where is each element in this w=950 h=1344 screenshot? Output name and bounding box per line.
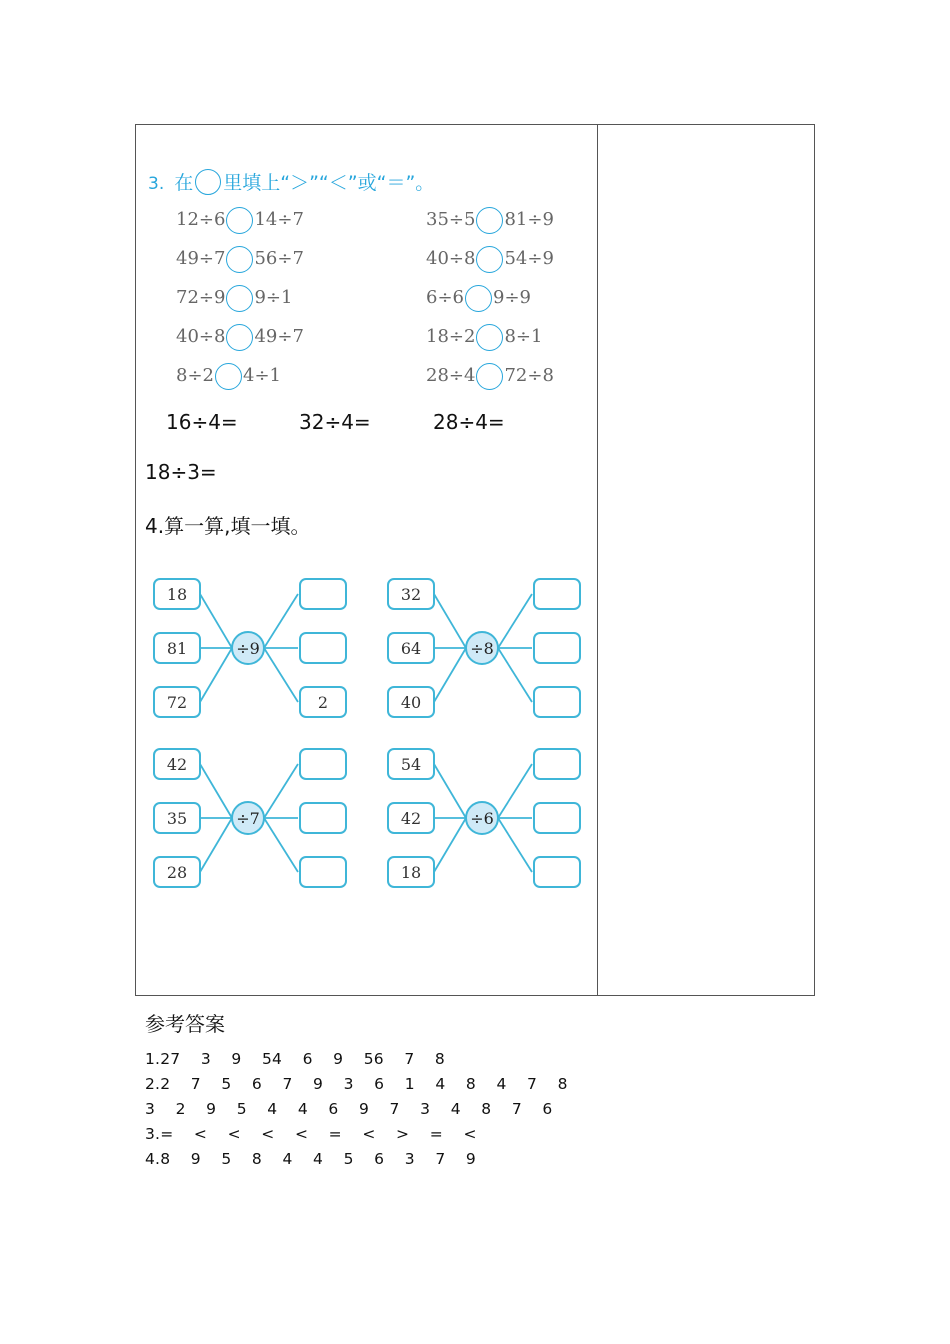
q3-number: 3. [148, 174, 165, 194]
operator-label: ÷9 [236, 639, 260, 658]
input-number: 40 [400, 693, 422, 712]
division-diagram [388, 579, 580, 717]
compare-item [176, 206, 304, 234]
connector-line [434, 594, 466, 648]
expression: 72÷8 [504, 365, 554, 386]
connector-line [264, 764, 298, 818]
calc-item: 16÷4= [166, 410, 238, 434]
answer-circle[interactable] [476, 207, 503, 234]
q4-title: 4.算一算,填一填。 [145, 514, 311, 538]
answer-box[interactable] [300, 857, 346, 887]
connector-line [264, 648, 298, 702]
connector-line [498, 594, 532, 648]
connector-line [200, 594, 232, 648]
connector-line [264, 594, 298, 648]
answer-circle[interactable] [226, 324, 253, 351]
expression: 8÷2 [176, 365, 214, 386]
compare-item [426, 362, 554, 390]
connector-line [498, 648, 532, 702]
answer-circle[interactable] [226, 285, 253, 312]
expression: 8÷1 [504, 326, 543, 347]
expression: 40÷8 [426, 248, 476, 269]
answer-line: 3.= < < < < = < > = < [145, 1125, 477, 1143]
input-number: 18 [166, 585, 188, 604]
input-number: 42 [400, 809, 422, 828]
expression: 56÷7 [254, 248, 304, 269]
division-diagrams [148, 570, 588, 894]
answer-box[interactable] [300, 749, 346, 779]
expression: 6÷6 [426, 287, 464, 308]
compare-item [176, 245, 304, 273]
calc-item: 18÷3= [145, 460, 217, 484]
answer-box[interactable] [534, 749, 580, 779]
expression: 12÷6 [176, 209, 226, 230]
division-diagram [388, 749, 580, 887]
connector-line [434, 648, 466, 702]
answer-circle[interactable] [476, 246, 503, 273]
answer-line: 2.2 7 5 6 7 9 3 6 1 4 8 4 7 8 [145, 1075, 568, 1093]
input-number: 54 [400, 755, 422, 774]
division-diagram [154, 749, 346, 887]
input-number: 64 [400, 639, 422, 658]
input-number: 28 [166, 863, 188, 882]
compare-item [176, 362, 281, 390]
answer-circle[interactable] [226, 207, 253, 234]
expression: 35÷5 [426, 209, 476, 230]
blank-circle-icon [195, 169, 221, 195]
q3-title [148, 168, 434, 195]
expression: 4÷1 [243, 365, 281, 386]
operator-label: ÷6 [470, 809, 494, 828]
input-number: 18 [400, 863, 422, 882]
connector-line [498, 764, 532, 818]
operator-label: ÷8 [470, 639, 494, 658]
answer-box[interactable] [300, 803, 346, 833]
output-number: 2 [317, 693, 329, 712]
answer-circle[interactable] [215, 363, 242, 390]
compare-item [176, 323, 304, 351]
division-diagram [154, 579, 346, 717]
expression: 14÷7 [254, 209, 304, 230]
table-column-divider [597, 124, 598, 996]
expression: 54÷9 [504, 248, 554, 269]
expression: 28÷4 [426, 365, 476, 386]
expression: 9÷1 [254, 287, 293, 308]
connector-line [200, 764, 232, 818]
connector-line [498, 818, 532, 872]
input-number: 81 [166, 639, 188, 658]
answer-box[interactable] [534, 633, 580, 663]
answers-title: 参考答案 [145, 1012, 225, 1036]
answer-box[interactable] [300, 579, 346, 609]
answer-line: 4.8 9 5 8 4 4 5 6 3 7 9 [145, 1150, 476, 1168]
answer-box[interactable] [534, 857, 580, 887]
input-number: 72 [166, 693, 188, 712]
expression: 18÷2 [426, 326, 476, 347]
expression: 49÷7 [254, 326, 304, 347]
answer-box[interactable] [300, 633, 346, 663]
answer-box[interactable] [534, 803, 580, 833]
connector-line [200, 648, 232, 702]
calc-item: 28÷4= [433, 410, 505, 434]
answer-circle[interactable] [465, 285, 492, 312]
answer-circle[interactable] [226, 246, 253, 273]
compare-item [426, 284, 531, 312]
expression: 81÷9 [504, 209, 554, 230]
q3-title-part1: 在 [174, 172, 194, 194]
answer-box[interactable] [534, 687, 580, 717]
compare-item [426, 245, 554, 273]
input-number: 32 [400, 585, 422, 604]
expression: 9÷9 [493, 287, 531, 308]
answer-circle[interactable] [476, 324, 503, 351]
expression: 40÷8 [176, 326, 226, 347]
connector-line [264, 818, 298, 872]
answer-line: 3 2 9 5 4 4 6 9 7 3 4 8 7 6 [145, 1100, 553, 1118]
q3-title-part2: 里填上“＞”“＜”或“＝”。 [223, 172, 435, 194]
answer-circle[interactable] [476, 363, 503, 390]
input-number: 42 [166, 755, 188, 774]
compare-item [426, 206, 554, 234]
answer-line: 1.27 3 9 54 6 9 56 7 8 [145, 1050, 445, 1068]
expression: 72÷9 [176, 287, 226, 308]
expression: 49÷7 [176, 248, 226, 269]
calc-item: 32÷4= [299, 410, 371, 434]
compare-item [426, 323, 542, 351]
answer-box[interactable] [534, 579, 580, 609]
input-number: 35 [166, 809, 188, 828]
operator-label: ÷7 [236, 809, 260, 828]
compare-item [176, 284, 292, 312]
connector-line [434, 764, 466, 818]
connector-line [200, 818, 232, 872]
connector-line [434, 818, 466, 872]
